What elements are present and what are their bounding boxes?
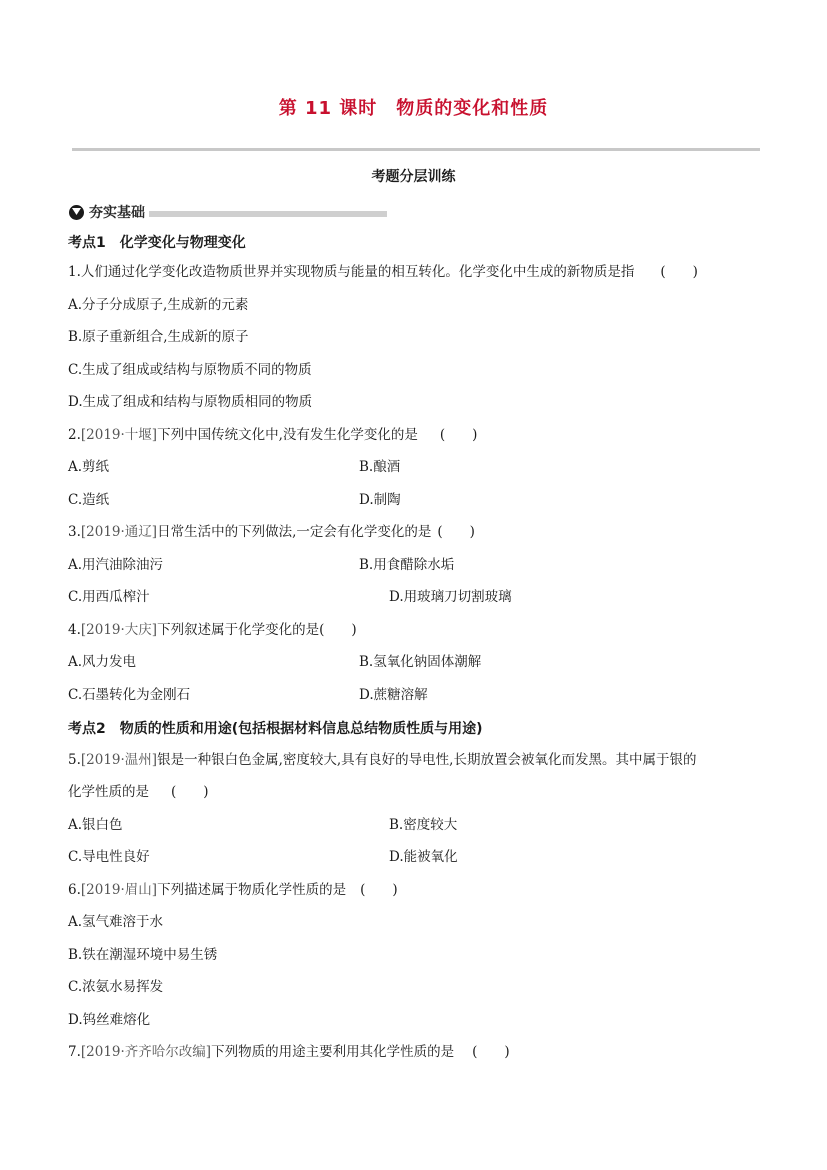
question-6-source: [2019·眉山] — [80, 882, 158, 898]
answer-paren: ( ) — [660, 264, 698, 280]
kaodian-1-number: 考点1 — [68, 235, 106, 251]
question-5-number: 5. — [68, 752, 81, 768]
question-2-number: 2. — [68, 427, 81, 443]
answer-paren: ( ) — [360, 882, 398, 898]
answer-paren: ( ) — [439, 427, 478, 443]
kaodian-1-text: 化学变化与物理变化 — [119, 235, 246, 251]
question-3-option-d: D.用玻璃刀切割玻璃 — [389, 589, 512, 605]
question-4-option-b: B.氢氧化钠固体潮解 — [359, 654, 482, 670]
question-2-text: 下列中国传统文化中,没有发生化学变化的是 — [157, 427, 418, 443]
question-3-option-b: B.用食醋除水垢 — [359, 557, 455, 573]
question-2-source: [2019·十堰] — [80, 427, 158, 443]
question-5-text: 银是一种银白色金属,密度较大,具有良好的导电性,长期放置会被氧化而发黑。其中属于银的 — [157, 752, 697, 768]
question-7-number: 7. — [68, 1044, 81, 1060]
question-6-option-c: C.浓氨水易挥发 — [68, 979, 164, 995]
question-6-option-d: D.钨丝难熔化 — [68, 1012, 151, 1028]
kaodian-1-heading — [68, 232, 246, 252]
question-4-stem — [68, 621, 357, 639]
question-2-option-b: B.酿酒 — [359, 459, 401, 475]
page-subtitle: 考题分层训练 — [371, 169, 456, 185]
triangle-down-icon — [69, 205, 84, 220]
page-title: 第 11 课时 物质的变化和性质 — [278, 98, 549, 119]
question-6-text: 下列描述属于物质化学性质的是 — [157, 882, 347, 898]
section-header — [69, 202, 387, 222]
question-7-stem — [68, 1043, 510, 1061]
question-3-option-c: C.用西瓜榨汁 — [68, 589, 150, 605]
question-3-stem — [68, 523, 475, 541]
question-1-option-c: C.生成了组成或结构与原物质不同的物质 — [68, 362, 312, 378]
kaodian-2-number: 考点2 — [68, 721, 106, 737]
question-3-text: 日常生活中的下列做法,一定会有化学变化的是 — [157, 524, 432, 540]
question-5-option-c: C.导电性良好 — [68, 849, 150, 865]
question-2-option-c: C.造纸 — [68, 492, 110, 508]
question-1-text: 1.人们通过化学变化改造物质世界并实现物质与能量的相互转化。化学变化中生成的新物质是指 — [68, 264, 635, 280]
question-6-option-b: B.铁在潮湿环境中易生锈 — [68, 947, 218, 963]
question-1-option-b: B.原子重新组合,生成新的原子 — [68, 329, 249, 345]
question-6-option-a: A.氢气难溶于水 — [68, 914, 164, 930]
title-divider — [72, 148, 760, 151]
question-5-text-2: 化学性质的是 — [68, 784, 149, 800]
question-4-text: 下列叙述属于化学变化的是 — [157, 622, 320, 638]
question-2-option-a: A.剪纸 — [68, 459, 110, 475]
question-4-source: [2019·大庆] — [80, 622, 158, 638]
question-4-number: 4. — [68, 622, 81, 638]
question-3-number: 3. — [68, 524, 81, 540]
section-bar — [149, 211, 387, 217]
answer-paren: ( ) — [171, 784, 209, 800]
question-5-option-d: D.能被氧化 — [389, 849, 458, 865]
section-label: 夯实基础 — [89, 205, 145, 221]
kaodian-2-text: 物质的性质和用途(包括根据材料信息总结物质性质与用途) — [119, 721, 483, 737]
question-5-option-b: B.密度较大 — [389, 817, 458, 833]
question-5-stem — [68, 751, 696, 769]
question-6-number: 6. — [68, 882, 81, 898]
question-4-option-c: C.石墨转化为金刚石 — [68, 687, 191, 703]
question-4-option-d: D.蔗糖溶解 — [359, 687, 428, 703]
question-1-option-a: A.分子分成原子,生成新的元素 — [68, 297, 249, 313]
question-1-option-d: D.生成了组成和结构与原物质相同的物质 — [68, 394, 313, 410]
question-5-source: [2019·温州] — [80, 752, 158, 768]
kaodian-2-heading — [68, 718, 483, 738]
question-1-stem — [68, 263, 698, 281]
answer-paren: ( ) — [319, 622, 357, 638]
question-2-stem — [68, 426, 477, 444]
answer-paren: ( ) — [437, 524, 475, 540]
question-7-source: [2019·齐齐哈尔改编] — [80, 1044, 212, 1060]
question-3-option-a: A.用汽油除油污 — [68, 557, 164, 573]
question-2-option-d: D.制陶 — [359, 492, 401, 508]
question-7-text: 下列物质的用途主要利用其化学性质的是 — [211, 1044, 455, 1060]
question-5-stem-cont — [68, 783, 209, 801]
question-4-option-a: A.风力发电 — [68, 654, 137, 670]
question-6-stem — [68, 881, 398, 899]
question-5-option-a: A.银白色 — [68, 817, 123, 833]
answer-paren: ( ) — [472, 1044, 510, 1060]
question-3-source: [2019·通辽] — [80, 524, 158, 540]
